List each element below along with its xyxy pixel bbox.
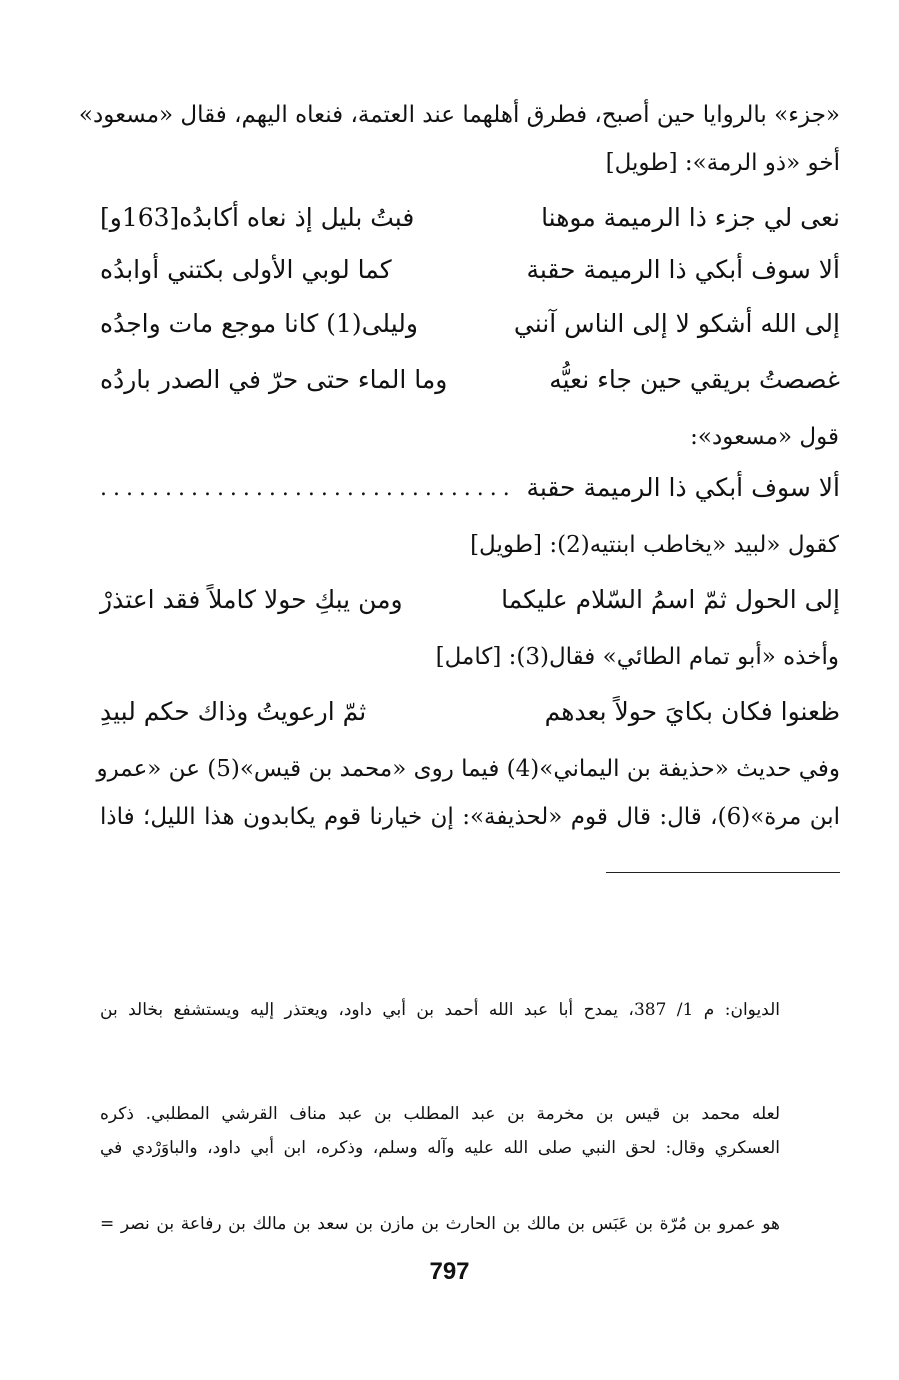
footnote-separator bbox=[606, 872, 840, 873]
body-line-abutammam: وأخذه «أبو تمام الطائي» فقال(3): [كامل] bbox=[435, 644, 839, 670]
verse-abutammam-first-hemistich: ظعنوا فكان بكايَ حولاً بعدهم bbox=[544, 697, 840, 726]
footnote-text: لعله محمد بن قيس بن مخرمة بن عبد المطلب بن عبد مناف القرشي المطلبي. ذكره bbox=[100, 1104, 780, 1124]
body-line-2: أخو «ذو الرمة»: [طويل] bbox=[605, 150, 840, 176]
page-number: 797 bbox=[429, 1258, 470, 1285]
footnote-text: هو عمرو بن مُرّة بن عَبَس بن مالك بن الحارث بن مازن بن سعد بن مالك بن رفاعة بن نصر = bbox=[100, 1214, 780, 1234]
verse-4-second-hemistich: وما الماء حتى حرّ في الصدر باردُه bbox=[100, 365, 448, 394]
verse-2-second-hemistich: كما لوبي الأولى بكتني أوابدُه bbox=[100, 255, 392, 284]
verse-labid-first-hemistich: إلى الحول ثمّ اسمُ السّلام عليكما bbox=[501, 585, 840, 614]
body-line-hudhayfa-1: وفي حديث «حذيفة بن اليماني»(4) فيما روى «محمد بن قيس»(5) عن «عمرو bbox=[96, 756, 840, 782]
body-line-labid: كقول «لبيد «يخاطب ابنتيه(2): [طويل] bbox=[470, 532, 839, 558]
footnote-text: العسكري وقال: لحق النبي صلى الله عليه وآله وسلم، وذكره، ابن أبي داود، والباوَرْدي في bbox=[100, 1138, 780, 1158]
verse-2-first-hemistich: ألا سوف أبكي ذا الرميمة حقبة bbox=[526, 255, 840, 284]
verse-1-first-hemistich: نعى لي جزء ذا الرميمة موهنا bbox=[541, 203, 840, 232]
body-line-hudhayfa-2: ابن مرة»(6)، قال: قال قوم «لحذيفة»: إن خيارنا قوم يكابدون هذا الليل؛ فاذا bbox=[100, 804, 840, 830]
verse-labid-second-hemistich: ومن يبكِ حولا كاملاً فقد اعتذرْ bbox=[100, 585, 403, 614]
verse-single-first-hemistich: ألا سوف أبكي ذا الرميمة حقبة bbox=[526, 473, 840, 502]
ellipsis-dots: ................................ bbox=[100, 476, 516, 501]
verse-abutammam-second-hemistich: ثمّ ارعويتُ وذاك حكم لبيدِ bbox=[100, 697, 367, 726]
body-line-1: «جزء» بالروايا حين أصبح، فطرق أهلهما عند العتمة، فنعاه اليهم، فقال «مسعود» bbox=[78, 102, 840, 128]
verse-3-first-hemistich: إلى الله أشكو لا إلى الناس آنني bbox=[513, 309, 840, 338]
verse-3-second-hemistich: وليلى(1) كانا موجع مات واجدُه bbox=[100, 309, 418, 338]
body-line-masud: قول «مسعود»: bbox=[690, 424, 839, 450]
verse-1-second-hemistich: فبتُ بليل إذ نعاه أكابدُه[163و] bbox=[100, 203, 415, 232]
verse-4-first-hemistich: غصصتُ بريقي حين جاء نعيُّه bbox=[549, 365, 840, 394]
footnote-text: الديوان: م 1/ 387، يمدح أبا عبد الله أحمد بن أبي داود، ويعتذر إليه ويستشفع بخالد بن bbox=[100, 1000, 781, 1020]
